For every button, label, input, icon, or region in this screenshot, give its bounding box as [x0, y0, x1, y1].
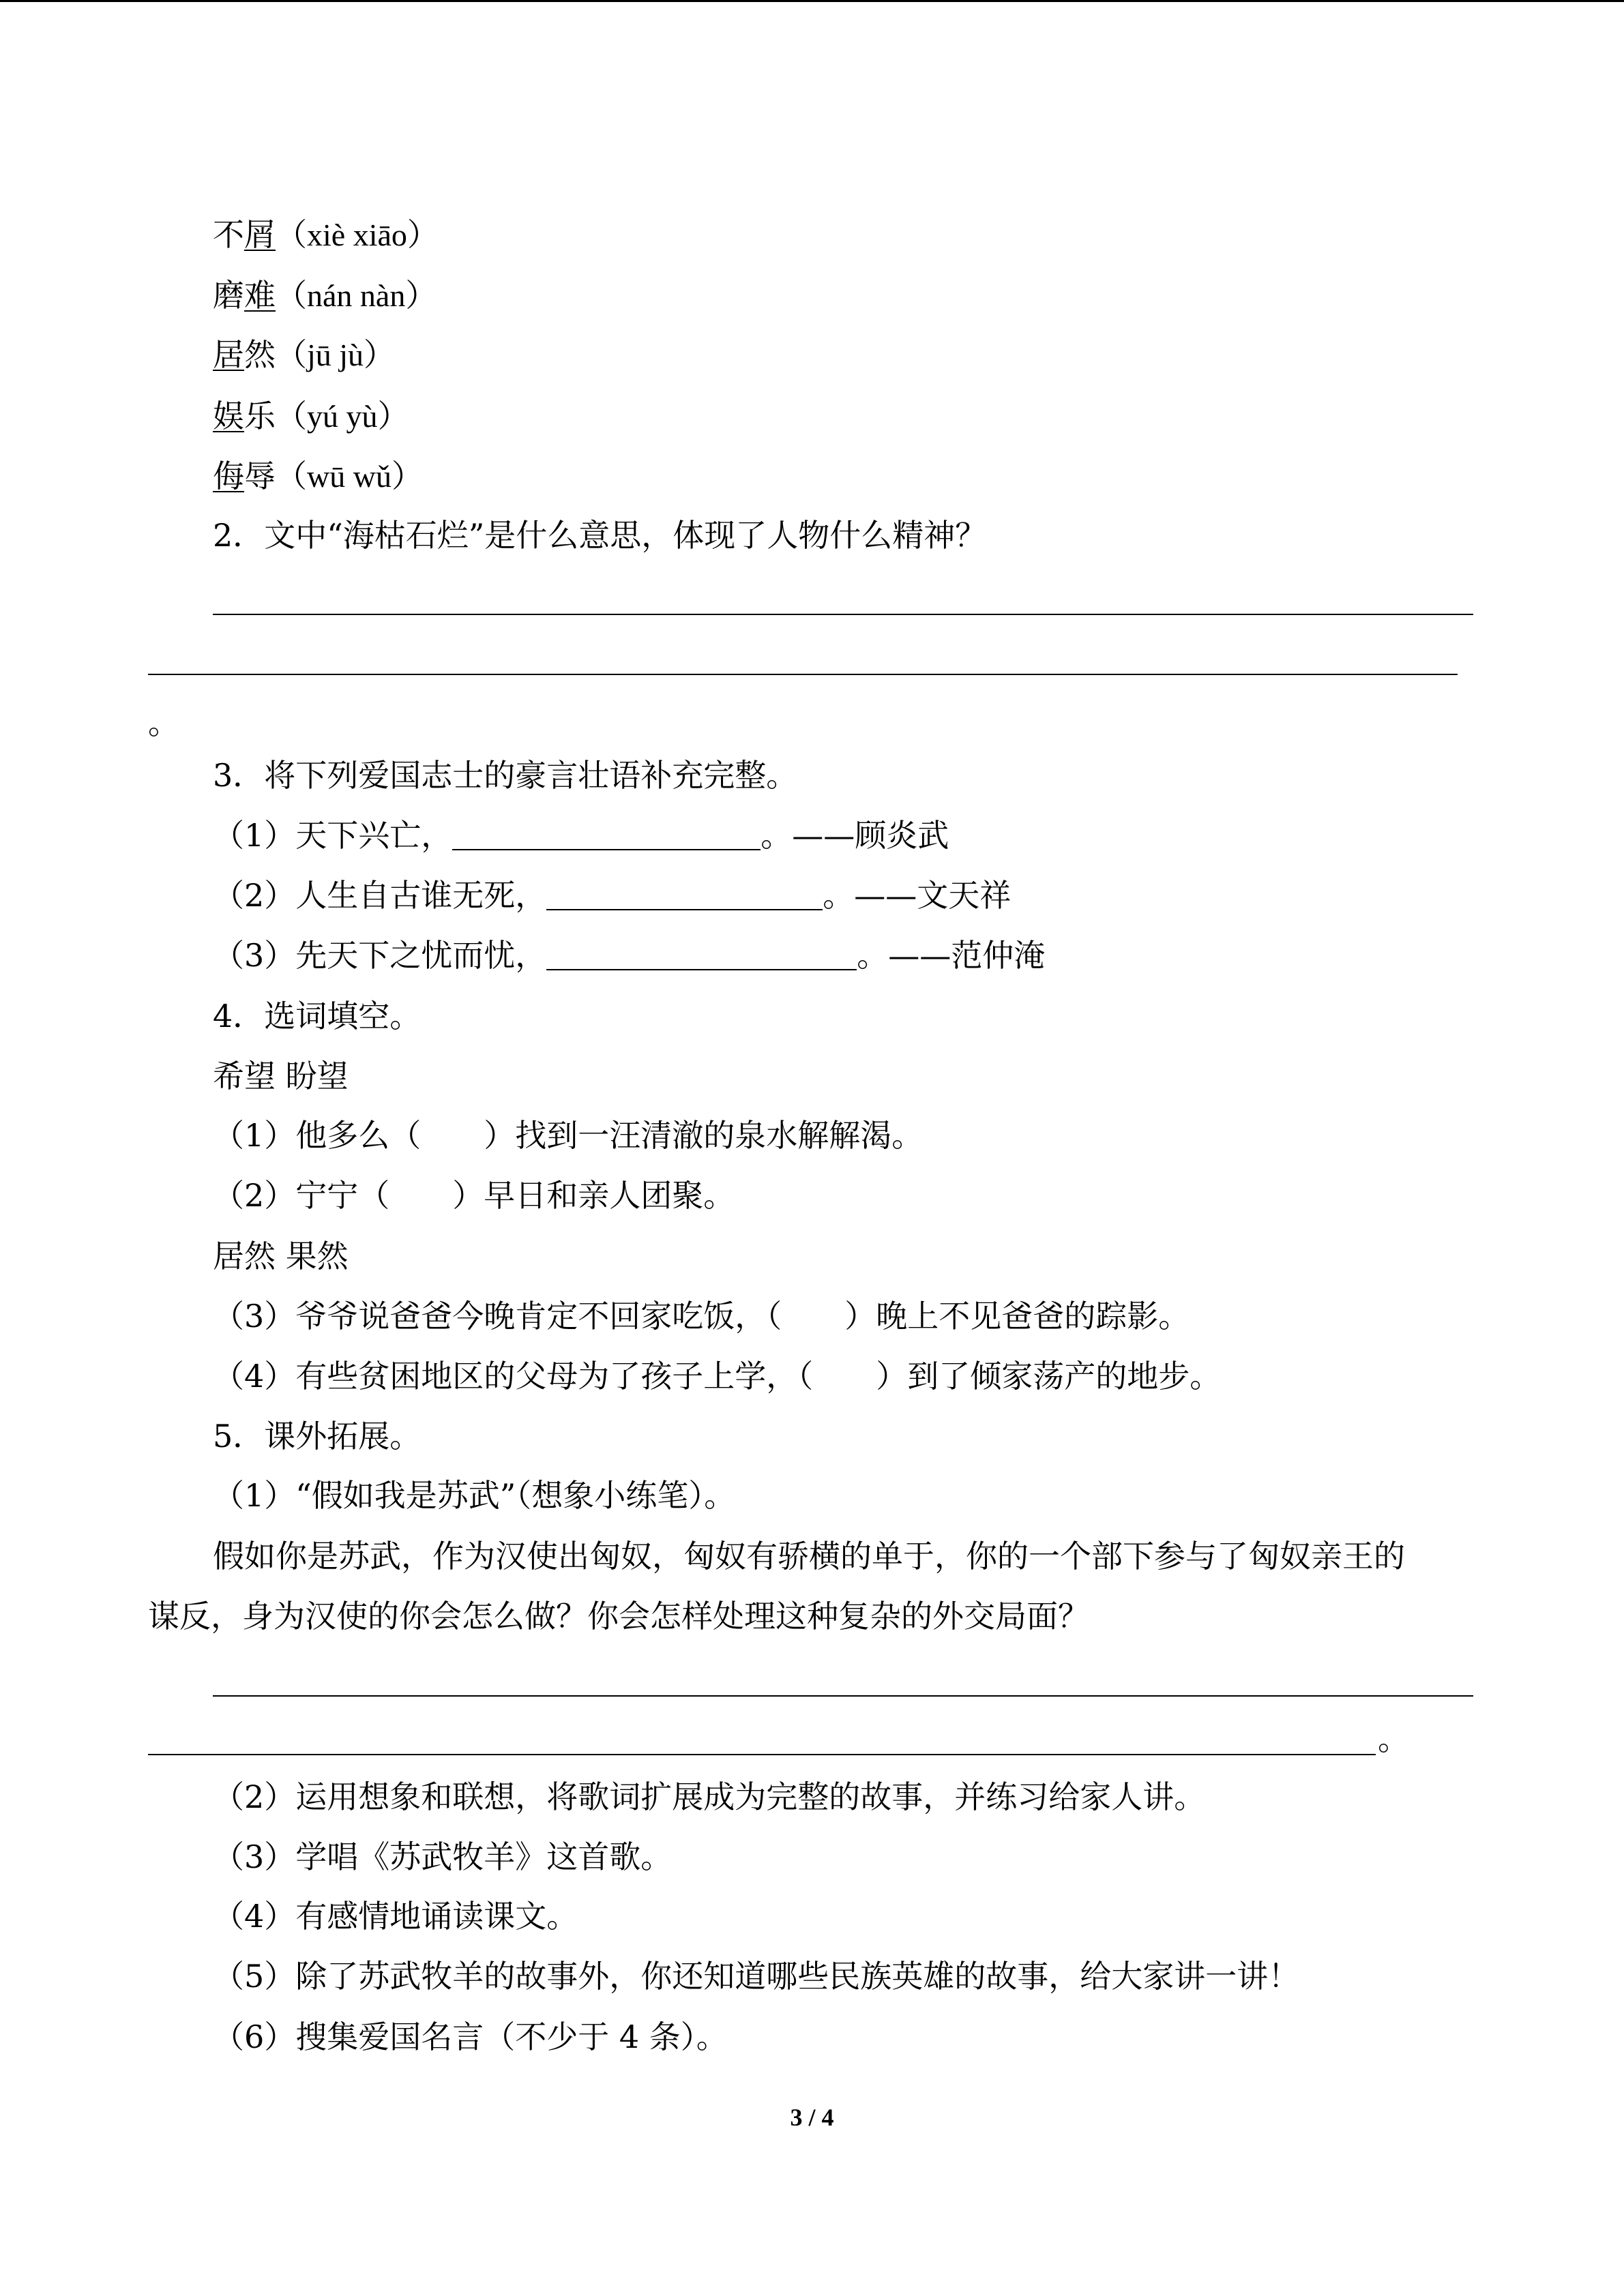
question-3-prompt: 3．将下列爱国志士的豪言壮语补充完整。 — [213, 757, 798, 794]
fill-blank[interactable] — [452, 819, 761, 850]
task-item: （6）搜集爱国名言（不少于 4 条）。 — [213, 2018, 728, 2055]
task-item: （3）学唱《苏武牧羊》这首歌。 — [213, 1838, 673, 1875]
fill-in-item: （3）先天下之忧而忧， 。——范仲淹 — [213, 937, 1046, 974]
fill-in-item[interactable]: （3）爷爷说爸爸今晚肯定不回家吃饭，（ ）晚上不见爸爸的踪影。 — [213, 1298, 1190, 1335]
word-choices: 希望 盼望 — [213, 1058, 349, 1094]
paragraph-line: 谋反，身为汉使的你会怎么做？你会怎样处理这种复杂的外交局面？ — [148, 1598, 1089, 1635]
page-number: 3 / 4 — [790, 2104, 834, 2131]
answer-end-mark: 。 — [1378, 1720, 1409, 1757]
subquestion-title: （1）“假如我是苏武”（想象小练笔）。 — [213, 1477, 736, 1514]
question-5-prompt: 5．课外拓展。 — [213, 1418, 422, 1455]
paragraph-line: 假如你是苏武，作为汉使出匈奴，匈奴有骄横的单于，你的一个部下参与了匈奴亲王的 — [213, 1538, 1405, 1575]
question-2-prompt: 2．文中“海枯石烂”是什么意思，体现了人物什么精神？ — [213, 517, 987, 554]
answer-line[interactable] — [148, 1754, 1376, 1755]
fill-blank[interactable] — [546, 879, 823, 910]
fill-in-item[interactable]: （4）有些贫困地区的父母为了孩子上学，（ ）到了倾家荡产的地步。 — [213, 1358, 1222, 1395]
vocab-item: 娱乐（yú yù） — [213, 398, 409, 434]
vocab-item: 侮辱（wū wǔ） — [213, 458, 423, 494]
task-item: （4）有感情地诵读课文。 — [213, 1898, 578, 1935]
vocab-item: 磨难（nán nàn） — [213, 277, 437, 314]
fill-blank[interactable] — [546, 939, 857, 970]
answer-line[interactable] — [213, 614, 1473, 615]
answer-line[interactable] — [148, 674, 1458, 675]
word-choices: 居然 果然 — [213, 1238, 349, 1274]
fill-in-item[interactable]: （1）他多么（ ）找到一汪清澈的泉水解解渴。 — [213, 1117, 924, 1154]
answer-line[interactable] — [213, 1695, 1473, 1697]
question-4-prompt: 4．选词填空。 — [213, 998, 422, 1034]
answer-end-mark: 。 — [148, 704, 179, 741]
fill-in-item: （1）天下兴亡， 。——顾炎武 — [213, 817, 949, 854]
vocab-item: 不屑（xiè xiāo） — [213, 216, 439, 253]
page-top-border — [0, 0, 1624, 2]
fill-in-item: （2）人生自古谁无死， 。——文天祥 — [213, 877, 1012, 914]
task-item: （5）除了苏武牧羊的故事外，你还知道哪些民族英雄的故事，给大家讲一讲！ — [213, 1958, 1300, 1995]
task-item: （2）运用想象和联想，将歌词扩展成为完整的故事，并练习给家人讲。 — [213, 1778, 1206, 1815]
vocab-item: 居然（jū jù） — [213, 336, 396, 373]
fill-in-item[interactable]: （2）宁宁（ ）早日和亲人团聚。 — [213, 1177, 735, 1214]
